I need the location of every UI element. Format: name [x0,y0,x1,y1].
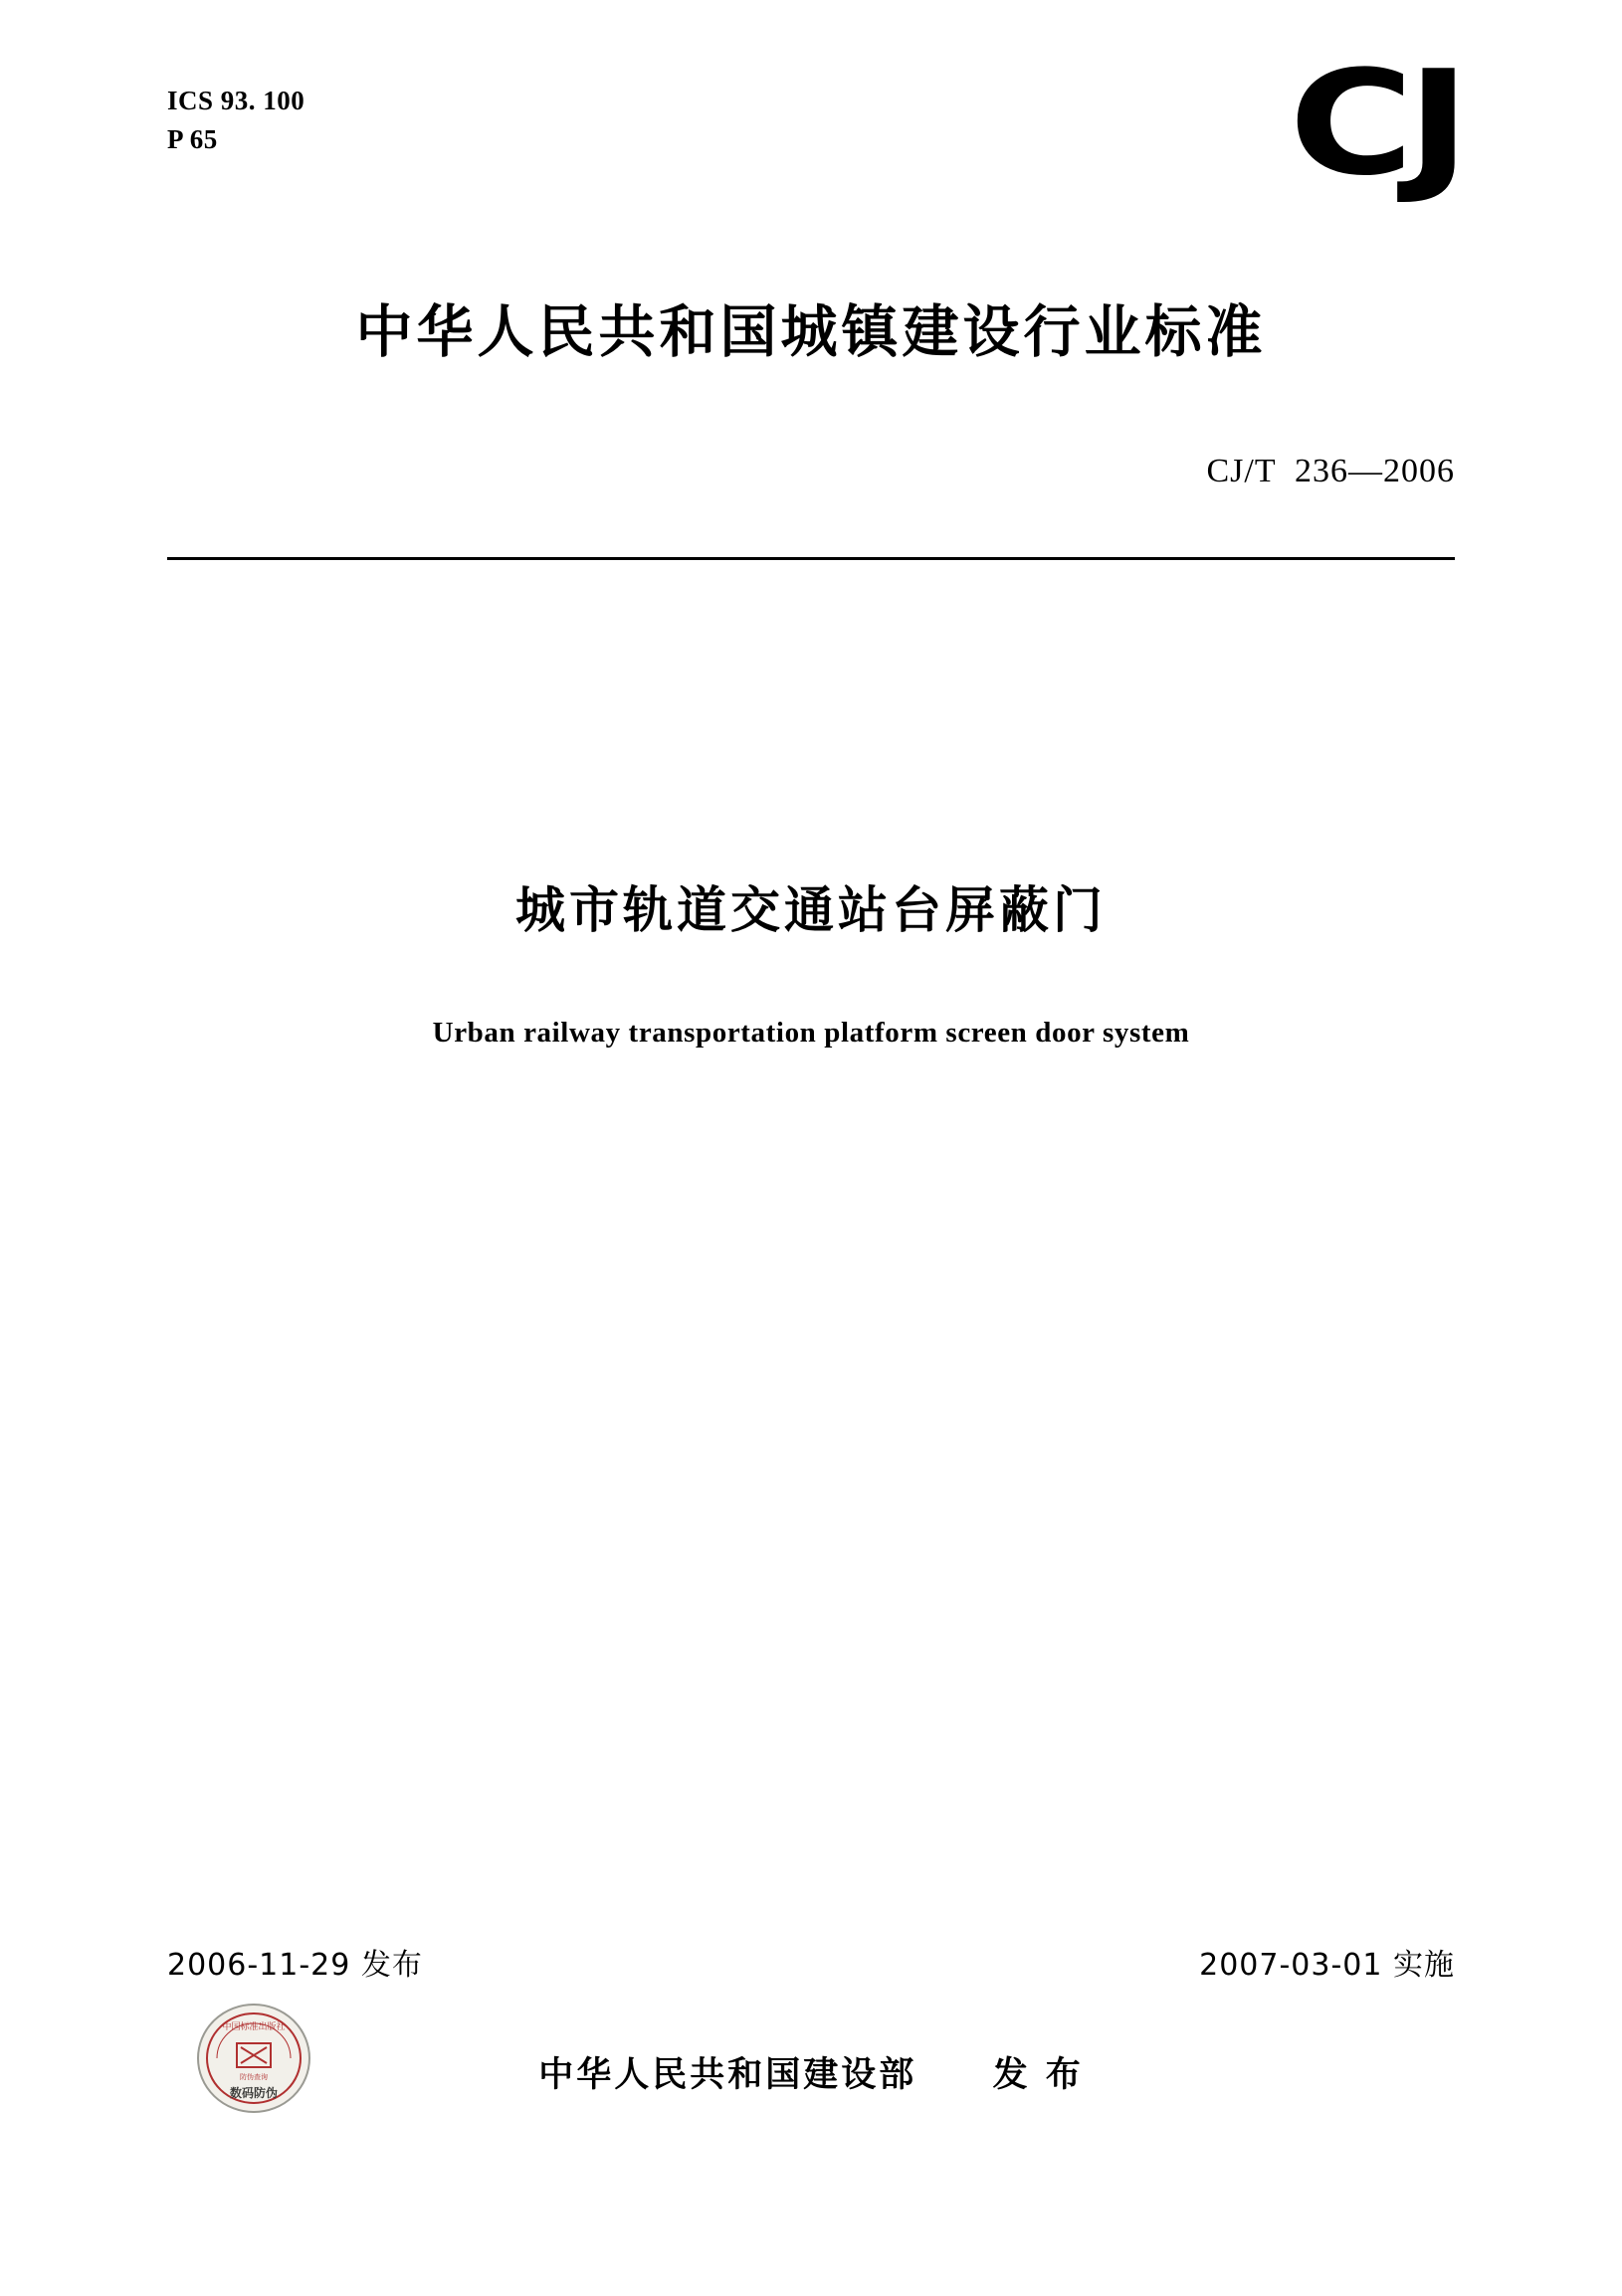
cj-logo: CJ [1288,40,1463,208]
document-title-english: Urban railway transportation platform screen door system [432,1017,1190,1049]
svg-text:中国标准出版社: 中国标准出版社 [222,2022,286,2032]
document-title-chinese: 城市轨道交通站台屏蔽门 [515,881,1107,939]
p-code: P 65 [167,124,218,155]
divider [167,557,1455,560]
publish-verb: 发 布 [992,2055,1084,2095]
page-title: 中华人民共和国城镇建设行业标准 [355,299,1267,365]
svg-text:防伪查询: 防伪查询 [240,2073,268,2081]
issue-date: 2006-11-29 发布 [167,1948,423,1983]
effective-date: 2007-03-01 实施 [1199,1948,1455,1983]
standard-number: CJ/T 236—2006 [1206,453,1455,489]
classification-codes [167,82,304,159]
publisher-line [0,2047,1622,2097]
svg-text:数码防伪: 数码防伪 [229,2086,279,2100]
ics-code: ICS 93. 100 [167,86,305,115]
publisher-name: 中华人民共和国建设部 [538,2055,917,2095]
